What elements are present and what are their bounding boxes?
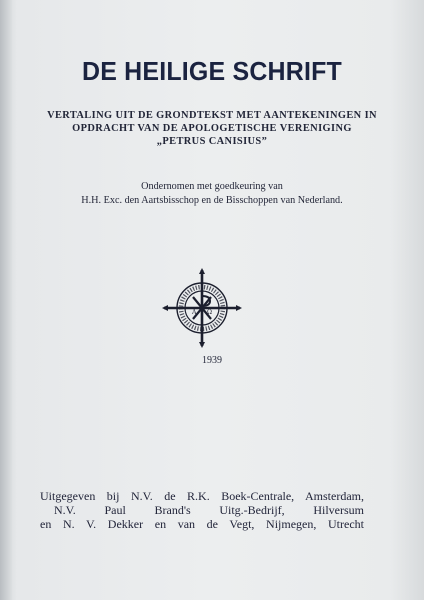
svg-text:Ω: Ω: [207, 309, 212, 316]
book-title: DE HEILIGE SCHRIFT: [81, 56, 343, 86]
publisher-line-3: en N. V. Dekker en van de Vegt, Nijmegen, Utrecht: [40, 517, 364, 531]
book-spine-shadow: [0, 0, 12, 600]
approval-line-2: H.H. Exc. den Aartsbisschop en de Bisschoppen van Nederland.: [81, 195, 343, 206]
approval-line-1: Ondernomen met goedkeuring van: [141, 181, 283, 192]
subtitle-line-3: „PETRUS CANISIUS”: [156, 136, 268, 147]
svg-text:A: A: [192, 309, 197, 316]
subtitle-line-1: VERTALING UIT DE GRONDTEKST MET AANTEKENINGEN IN: [47, 110, 377, 121]
publication-year: 1939: [202, 355, 222, 366]
subtitle-line-2: OPDRACHT VAN DE APOLOGETISCHE VERENIGING: [72, 123, 352, 134]
publisher-line-1: Uitgegeven bij N.V. de R.K. Boek-Centrale, Amsterdam,: [40, 489, 364, 503]
publisher-line-2: N.V. Paul Brand's Uitg.-Bedrijf, Hilversum: [54, 503, 364, 517]
chi-rho-emblem-icon: [162, 268, 242, 348]
